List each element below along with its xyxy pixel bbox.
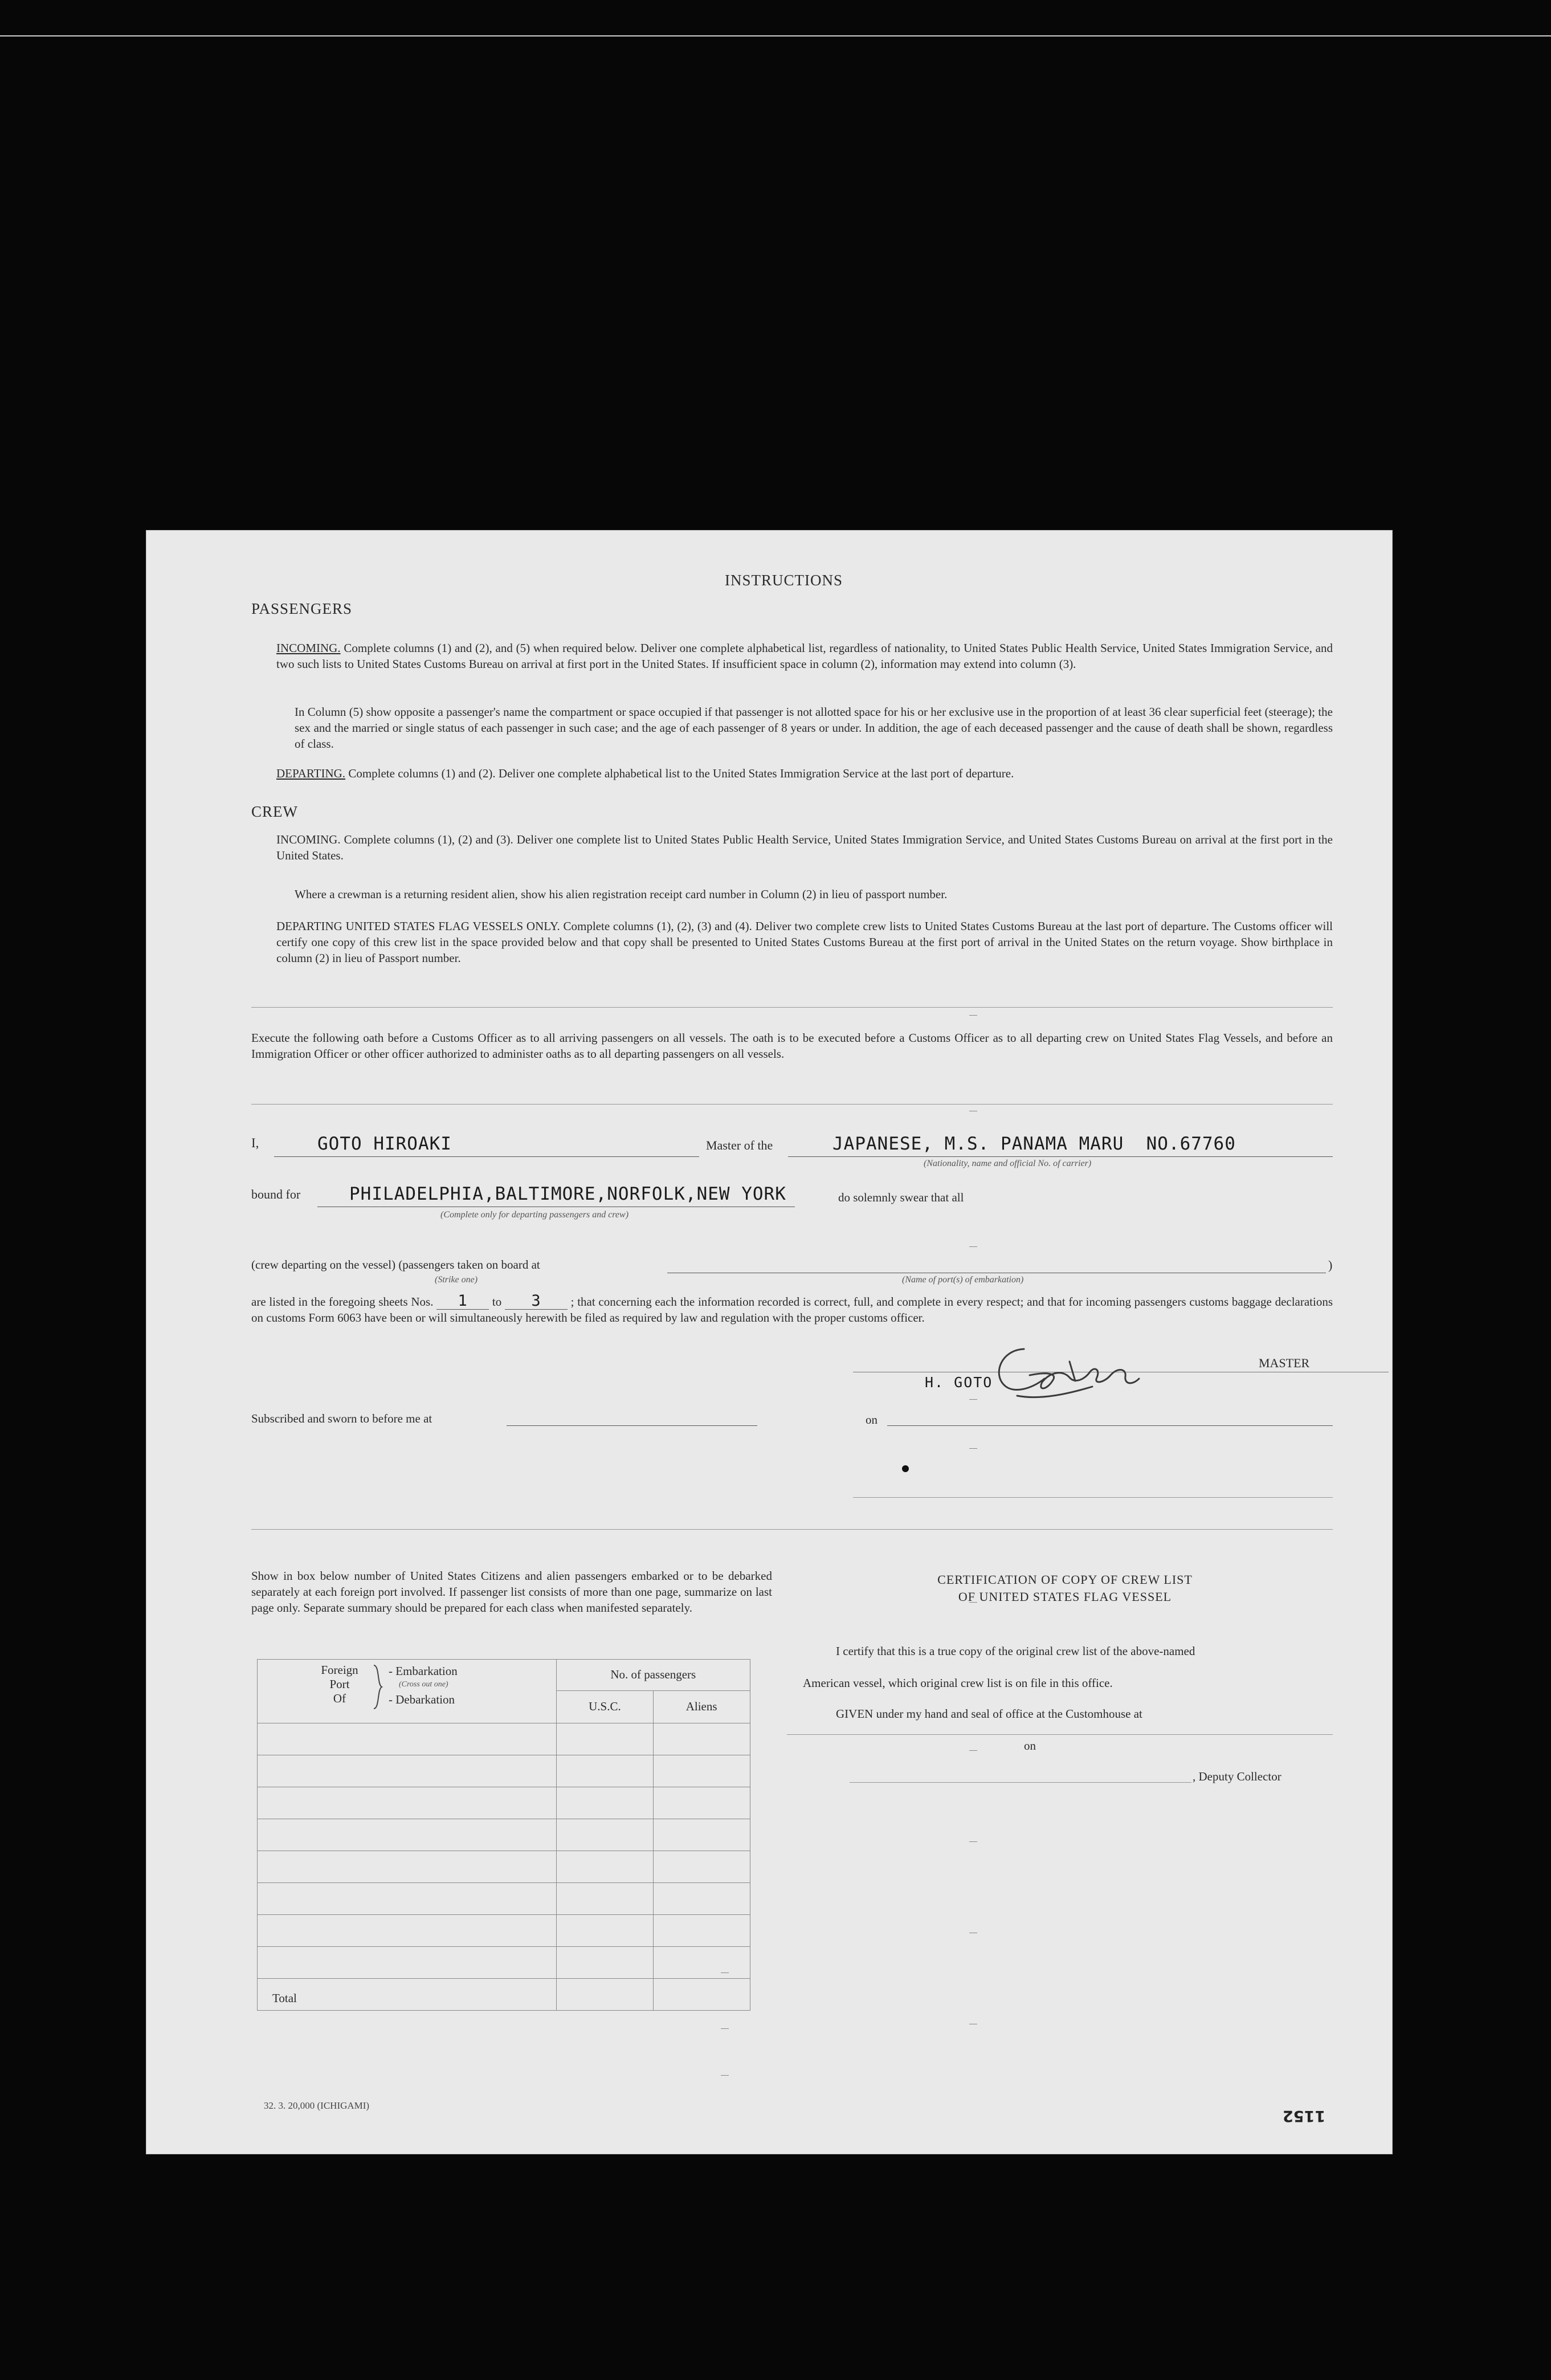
- summary-row: [258, 1819, 750, 1851]
- embarkation-label: - Embarkation: [389, 1664, 458, 1678]
- ink-dot: [902, 1465, 909, 1472]
- divider-2: [251, 1104, 1333, 1105]
- master-signature-image: [990, 1339, 1172, 1407]
- crew-departing-label: DEPARTING UNITED STATES FLAG VESSELS ONLY.: [276, 919, 560, 933]
- sheets-rest-text: ; that concerning each the information recorded is correct, full, and complete in every respect; and that for incoming passengers customs baggage declarations on customs Form 6063 have been or will simultaneously herewith be filed as required by law and regulation with the proper customs officer.: [251, 1295, 1333, 1325]
- passengers-incoming-text: Complete columns (1) and (2), and (5) when required below. Deliver one complete alphabetical list, regardless of nationality, to United States Public Health Service, United States Immigration Service, and two such lists to United States Customs Bureau on arrival at first port in the United States. If insufficient space in column (2), information may extend into column (3).: [276, 641, 1333, 671]
- summary-row: [258, 1787, 750, 1819]
- scan-edge-line: [0, 35, 1551, 36]
- total-label-cell: [258, 1979, 557, 2011]
- certification-text-2: American vessel, which original crew list is on file in this office.: [803, 1676, 1113, 1690]
- sheets-paragraph: [251, 1293, 1333, 1326]
- master-of-label: Master of the: [706, 1138, 773, 1152]
- sheet-to-field: 3: [505, 1293, 568, 1310]
- scan-artifact: [721, 2075, 729, 2076]
- subscribed-label: Subscribed and sworn to before me at: [251, 1412, 432, 1425]
- scan-artifact: [969, 1246, 977, 1247]
- usc-header: U.S.C.: [589, 1700, 621, 1713]
- certification-on-label: on: [1024, 1739, 1036, 1753]
- summary-row: [258, 1915, 750, 1947]
- crew-incoming-text: Complete columns (1), (2) and (3). Deliver one complete list to United States Public Health Service, United States Immigration Service, and United States Customs Bureau on arrival at the first port in the United States.: [276, 833, 1333, 862]
- brace-icon: [372, 1664, 385, 1710]
- passengers-departing-text: Complete columns (1) and (2). Deliver one complete alphabetical list to the United States Immigration Service at the last port of departure.: [348, 767, 1014, 780]
- bound-for-label: bound for: [251, 1187, 301, 1201]
- summary-total-row: [258, 1979, 750, 2011]
- passengers-incoming-paragraph: [276, 640, 1333, 672]
- summary-row: [258, 1755, 750, 1787]
- scan-artifact: [969, 1399, 977, 1400]
- aliens-header: Aliens: [685, 1700, 717, 1713]
- port-header-labels: [312, 1663, 367, 1706]
- close-paren: ): [1328, 1258, 1333, 1272]
- divider-1: [251, 1007, 1333, 1008]
- print-code: 32. 3. 20,000 (ICHIGAMI): [264, 2100, 370, 2111]
- scan-artifact: [969, 1448, 977, 1449]
- crew-departing-paragraph: [276, 918, 1333, 966]
- officer-signature-line: [853, 1497, 1333, 1498]
- scan-artifact: [969, 1015, 977, 1016]
- vessel-line: [788, 1156, 1333, 1157]
- summary-instructions: Show in box below number of United States Citizens and alien passengers embarked or to be debarked separately at each foreign port involved. If passenger list consists of more than one page, summarize on last page only. Separate summary should be prepared for each class when manifested separately.: [251, 1569, 772, 1615]
- passengers-header-cell: [556, 1660, 750, 1723]
- scan-artifact: [969, 1602, 977, 1603]
- summary-row: [258, 1723, 750, 1755]
- passengers-departing-paragraph: [276, 765, 1333, 781]
- oath-i-label: I,: [251, 1136, 259, 1150]
- ports-caption: (Name of port(s) of embarkation): [902, 1275, 1024, 1285]
- master-label: MASTER: [1259, 1356, 1310, 1370]
- crew-option-text: (crew departing on the vessel) (passengers taken on board at: [251, 1258, 540, 1271]
- port-header-of: Of: [333, 1692, 346, 1705]
- destinations-field: PHILADELPHIA,BALTIMORE,NORFOLK,NEW YORK: [349, 1184, 786, 1204]
- scan-artifact: [969, 1750, 977, 1751]
- certification-title: [894, 1571, 1236, 1605]
- summary-row: [258, 1851, 750, 1883]
- sheet-from-field: 1: [436, 1293, 489, 1310]
- oath-intro: Execute the following oath before a Customs Officer as to all arriving passengers on all vessels. The oath is to be executed before a Customs Officer as to all departing crew on United States Flag Vessels, and before an Immigration Officer or other officer authorized to administer oaths as to all departing passengers on all vessels.: [251, 1031, 1333, 1061]
- subscribed-place-line: [507, 1425, 757, 1426]
- port-header-port: Port: [329, 1677, 350, 1691]
- strike-caption: (Strike one): [435, 1275, 478, 1285]
- deputy-collector-label: , Deputy Collector: [1193, 1770, 1281, 1783]
- summary-row: [258, 1883, 750, 1915]
- destinations-caption: (Complete only for departing passengers and crew): [440, 1210, 629, 1220]
- master-name-field: GOTO HIROAKI: [317, 1134, 452, 1154]
- scan-artifact: [969, 1841, 977, 1842]
- swear-text: do solemnly swear that all: [838, 1191, 964, 1204]
- total-label: Total: [272, 1991, 297, 2005]
- usc-aliens-divider: [653, 1691, 654, 1723]
- certification-title-line2: OF UNITED STATES FLAG VESSEL: [958, 1590, 1172, 1604]
- summary-row: [258, 1947, 750, 1979]
- to-label: to: [492, 1295, 502, 1309]
- page-number-stamp: 1152: [1283, 2107, 1326, 2125]
- passengers-departing-label: DEPARTING.: [276, 767, 346, 780]
- crew-heading: CREW: [251, 803, 298, 820]
- scan-artifact: [721, 2028, 729, 2029]
- sheets-label: are listed in the foregoing sheets Nos.: [251, 1295, 434, 1309]
- certification-text-3: GIVEN under my hand and seal of office at the Customhouse at: [836, 1707, 1142, 1721]
- customhouse-line: [787, 1734, 1333, 1735]
- subscribed-date-line: [887, 1425, 1333, 1426]
- vessel-field: JAPANESE, M.S. PANAMA MARU NO.67760: [832, 1134, 1236, 1154]
- manifest-page: [146, 530, 1393, 2154]
- crew-incoming-label: INCOMING.: [276, 833, 341, 846]
- signer-typed-name: H. GOTO: [925, 1374, 993, 1391]
- debarkation-label: - Debarkation: [389, 1693, 455, 1706]
- passengers-column5-paragraph: In Column (5) show opposite a passenger's name the compartment or space occupied if that passenger is not allotted space for his or her exclusive use in the proportion of at least 36 clear superficial feet (steerage); the sex and the married or single status of each passenger in such case; and the age of each passenger of 8 years or under. In addition, the age of each deceased passenger and the cause of death shall be shown, regardless of class.: [295, 705, 1333, 751]
- passengers-incoming-label: INCOMING.: [276, 641, 341, 655]
- divider-3: [251, 1529, 1333, 1530]
- passengers-header: No. of passengers: [610, 1668, 696, 1681]
- subscribed-on-label: on: [866, 1413, 877, 1427]
- passengers-heading: PASSENGERS: [251, 600, 353, 617]
- port-header-foreign: Foreign: [321, 1663, 358, 1677]
- certification-title-line1: CERTIFICATION OF COPY OF CREW LIST: [937, 1572, 1193, 1587]
- certification-text-1: I certify that this is a true copy of the original crew list of the above-named: [836, 1644, 1195, 1658]
- deputy-collector-line: [850, 1782, 1191, 1783]
- crew-resident-paragraph: Where a crewman is a returning resident alien, show his alien registration receipt card number in Column (2) in lieu of passport number.: [295, 887, 948, 901]
- crew-incoming-paragraph: [276, 832, 1333, 863]
- cross-out-caption: (Cross out one): [399, 1680, 448, 1689]
- crew-departing-text: Complete columns (1), (2), (3) and (4). Deliver two complete crew lists to United States Customs Bureau at the last port of departure. The Customs officer will certify one copy of this crew list in the space provided below and that copy shall be presented to United States Customs Bureau at the first port of arrival in the United States on the return voyage. Show birthplace in column (2) in lieu of Passport number.: [276, 919, 1333, 965]
- vessel-caption: (Nationality, name and official No. of carrier): [924, 1159, 1092, 1168]
- port-header-cell: [258, 1660, 557, 1723]
- passenger-summary-table: [257, 1659, 750, 2011]
- master-name-line: [274, 1156, 699, 1157]
- instructions-title: INSTRUCTIONS: [725, 572, 843, 589]
